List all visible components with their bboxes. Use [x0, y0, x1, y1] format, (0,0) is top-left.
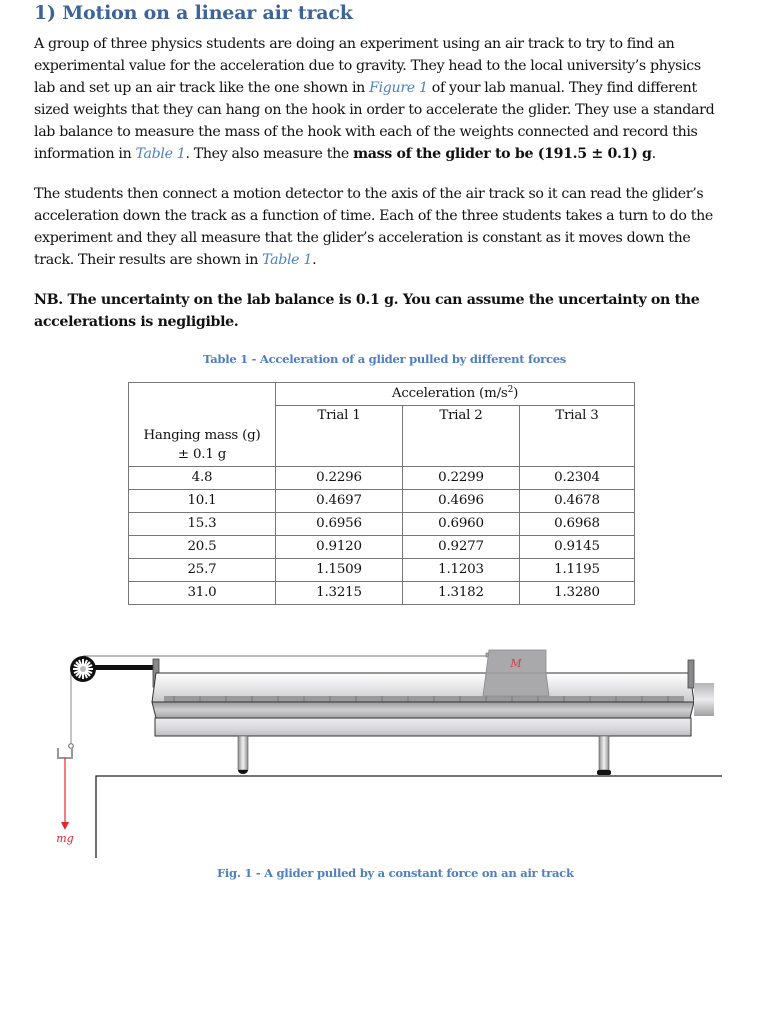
mass-cell: 20.5 — [129, 535, 276, 558]
value-cell: 0.2304 — [520, 466, 635, 489]
value-cell: 0.4678 — [520, 489, 635, 512]
column-header: Trial 1 — [276, 406, 403, 467]
right-leg — [599, 736, 609, 770]
text-line: experimental value for the acceleration due to gravity. They head to the local university’s physics — [34, 58, 701, 74]
text-line: accelerations is negligible. — [34, 314, 239, 330]
value-cell: 0.4696 — [403, 489, 520, 512]
mass-cell: 25.7 — [129, 558, 276, 581]
text-line: lab balance to measure the mass of the hook with each of the weights connected and record this — [34, 124, 698, 140]
hanging-mass-header: Hanging mass (g) ± 0.1 g — [129, 406, 276, 467]
value-cell: 1.3182 — [403, 581, 520, 604]
lab-bench — [96, 776, 722, 858]
table-row — [129, 535, 635, 558]
text-line: information in Table 1. They also measure the mass of the glider to be (191.5 ± 0.1) g. — [34, 146, 656, 162]
value-cell: 0.9145 — [520, 535, 635, 558]
table-row — [129, 558, 635, 581]
mass-cell: 10.1 — [129, 489, 276, 512]
pulley-icon — [70, 656, 96, 682]
acceleration-table — [128, 382, 635, 605]
uncertainty-note — [34, 289, 734, 333]
empty-corner-cell — [129, 383, 276, 406]
arrow-head-icon — [61, 822, 69, 830]
mass-cell: 31.0 — [129, 581, 276, 604]
value-cell: 0.4697 — [276, 489, 403, 512]
text-line: experiment and they all measure that the glider’s acceleration is constant as it moves down the — [34, 230, 691, 246]
acceleration-group-header: Acceleration $(m/s^2)$ — [276, 383, 635, 406]
text-line: lab and set up an air track like the one shown in Figure 1 of your lab manual. They find different — [34, 80, 697, 96]
value-cell: 1.1203 — [403, 558, 520, 581]
value-cell: 0.9120 — [276, 535, 403, 558]
text-line: track. Their results are shown in Table 1. — [34, 252, 317, 268]
value-cell: 0.6956 — [276, 512, 403, 535]
column-header: Trial 3 — [520, 406, 635, 467]
air-supply-endcap — [694, 683, 714, 716]
value-cell: 1.3215 — [276, 581, 403, 604]
table-caption: Table 1 - Acceleration of a glider pulled by different forces — [203, 352, 567, 366]
column-header: Trial 2 — [403, 406, 520, 467]
value-cell: 0.2296 — [276, 466, 403, 489]
right-bumper — [688, 660, 694, 688]
text-line: NB. The uncertainty on the lab balance is 0.1 g. You can assume the uncertainty on the — [34, 292, 700, 308]
figure-caption: Fig. 1 - A glider pulled by a constant force on an air track — [217, 866, 574, 880]
value-cell: 0.6968 — [520, 512, 635, 535]
table-1-link[interactable]: Table 1 — [262, 252, 313, 268]
table-row — [129, 466, 635, 489]
text-line: sized weights that they can hang on the hook in order to accelerate the glider. They use a standard — [34, 102, 715, 118]
text-line: acceleration down the track as a function of time. Each of the three students takes a turn to do the — [34, 208, 713, 224]
glider-mass-text: mass of the glider to be (191.5 ± 0.1) g — [353, 146, 652, 162]
glider — [483, 650, 549, 696]
method-paragraph — [34, 183, 734, 271]
pulley-arm — [92, 665, 158, 670]
force-label: mg — [56, 832, 74, 845]
hanging-hook-icon — [58, 744, 73, 758]
value-cell: 1.1509 — [276, 558, 403, 581]
table-row — [129, 581, 635, 604]
section-heading: 1) Motion on a linear air track — [34, 2, 353, 24]
text-line: The students then connect a motion detector to the axis of the air track so it can read the glider’s — [34, 186, 704, 202]
table-1-link[interactable]: Table 1 — [135, 146, 186, 162]
value-cell: 1.3280 — [520, 581, 635, 604]
glider-label: M — [510, 657, 522, 670]
figure-1-link[interactable]: Figure 1 — [369, 80, 428, 96]
value-cell: 0.2299 — [403, 466, 520, 489]
value-cell: 0.9277 — [403, 535, 520, 558]
intro-paragraph — [34, 33, 734, 165]
value-cell: 0.6960 — [403, 512, 520, 535]
left-leg — [238, 736, 248, 770]
air-track-diagram — [0, 640, 780, 870]
text-line: A group of three physics students are doing an experiment using an air track to try to find an — [34, 36, 675, 52]
table-row — [129, 489, 635, 512]
mass-cell: 4.8 — [129, 466, 276, 489]
table-row — [129, 512, 635, 535]
value-cell: 1.1195 — [520, 558, 635, 581]
mass-cell: 15.3 — [129, 512, 276, 535]
